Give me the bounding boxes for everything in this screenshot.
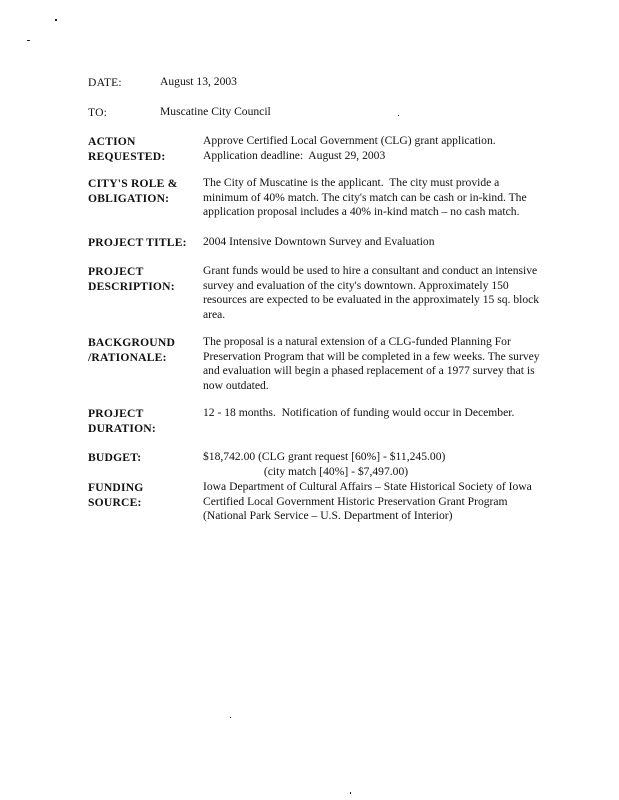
background-rationale-text [203, 335, 540, 393]
text-line: 12 - 18 months. Notification of funding would occur in December. [203, 406, 515, 419]
budget-label [88, 450, 141, 465]
citys-role-text [203, 176, 527, 220]
label-line: CITY'S ROLE & [88, 177, 178, 190]
text-line: minimum of 40% match. The city's match can be cash or in-kind. The [203, 190, 527, 204]
to-value: Muscatine City Council [160, 105, 271, 118]
funding-source-text [203, 480, 532, 524]
date-value: August 13, 2003 [160, 75, 237, 88]
text-line: Application deadline: August 29, 2003 [203, 148, 386, 162]
text-line: (city match [40%] - $7,497.00) [203, 464, 409, 478]
label-line: REQUESTED: [88, 150, 166, 163]
citys-role-label [88, 176, 178, 206]
text-line: Certified Local Government Historic Preservation Grant Program [203, 494, 508, 508]
text-line: and evaluation will begin a phased replacement of a 1977 survey that is [203, 364, 535, 378]
action-requested-text [203, 134, 496, 163]
funding-source-label [88, 480, 144, 510]
text-line: 2004 Intensive Downtown Survey and Evaluation [203, 235, 435, 248]
project-title-text [203, 235, 435, 250]
background-rationale-label [88, 335, 175, 365]
scan-speck [350, 792, 351, 794]
label-line: BACKGROUND [88, 336, 176, 349]
text-line: application proposal includes a 40% in-kind match – no cash match. [203, 205, 520, 219]
scan-speck [55, 19, 57, 21]
project-title-label [88, 235, 187, 250]
project-description-text [203, 264, 539, 322]
label-line: OBLIGATION: [88, 192, 170, 205]
scan-speck [230, 717, 231, 718]
action-requested-label [88, 134, 165, 164]
project-duration-label [88, 406, 156, 436]
text-line: Grant funds would be used to hire a consultant and conduct an intensive [203, 264, 538, 277]
label-line: DESCRIPTION: [88, 280, 175, 293]
text-line: Approve Certified Local Government (CLG) grant application. [203, 134, 496, 147]
text-line: area. [203, 307, 226, 321]
date-label: DATE: [88, 76, 122, 89]
label-line: FUNDING [88, 481, 144, 494]
label-line: /RATIONALE: [88, 351, 167, 364]
label-line: PROJECT [88, 265, 144, 278]
label-line: PROJECT TITLE: [88, 236, 187, 249]
text-line: The City of Muscatine is the applicant. The city must provide a [203, 176, 500, 189]
text-line: Iowa Department of Cultural Affairs – State Historical Society of Iowa [203, 480, 532, 493]
label-line: DURATION: [88, 422, 156, 435]
budget-text [203, 450, 445, 479]
scan-speck [398, 115, 399, 116]
text-line: resources are expected to be evaluated in the approximately 15 sq. block [203, 293, 540, 307]
text-line: now outdated. [203, 378, 269, 392]
label-line: BUDGET: [88, 451, 142, 464]
to-label: TO: [88, 106, 108, 119]
project-description-label [88, 264, 175, 294]
label-line: SOURCE: [88, 496, 142, 509]
project-duration-text [203, 406, 514, 421]
scan-speck [27, 40, 30, 41]
text-line: Preservation Program that will be completed in a few weeks. The survey [203, 349, 540, 363]
text-line: (National Park Service – U.S. Department of Interior) [203, 509, 453, 523]
text-line: The proposal is a natural extension of a CLG-funded Planning For [203, 335, 511, 348]
text-line: survey and evaluation of the city's downtown. Approximately 150 [203, 278, 509, 292]
label-line: ACTION [88, 135, 136, 148]
text-line: $18,742.00 (CLG grant request [60%] - $11,245.00) [203, 450, 446, 463]
label-line: PROJECT [88, 407, 144, 420]
